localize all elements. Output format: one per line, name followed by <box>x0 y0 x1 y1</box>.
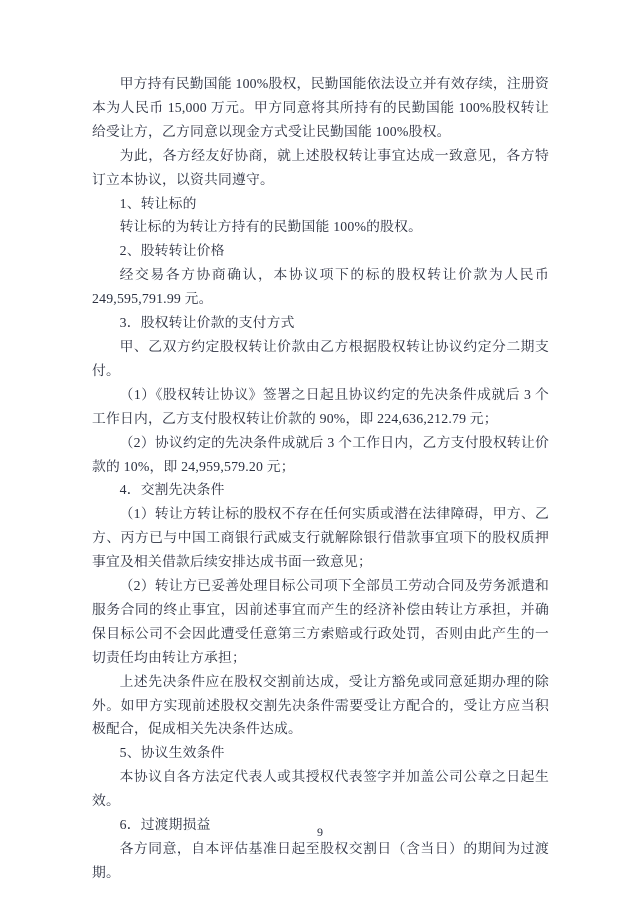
paragraph: （1）转让方转让标的股权不存在任何实质或潜在法律障碍，甲方、乙方、丙方已与中国工商银行武威支行就解除银行借款事宜项下的股权质押事宜及相关借款后续安排达成书面一致意见； <box>92 506 549 570</box>
paragraph: 上述先决条件应在股权交割前达成，受让方豁免或同意延期办理的除外。如甲方实现前述股权交割先决条件需要受让方配合的，受让方应当积极配合，促成相关先决条件达成。 <box>92 673 549 737</box>
paragraph: 甲、乙双方约定股权转让价款由乙方根据股权转让协议约定分二期支付。 <box>92 338 549 378</box>
paragraph: 各方同意，自本评估基准日起至股权交割日（含当日）的期间为过渡期。 <box>92 841 549 880</box>
paragraph: （1）《股权转让协议》签署之日起且协议约定的先决条件成就后 3 个工作日内，乙方支付股权转让价款的 90%，即 224,636,212.79 元； <box>92 386 549 426</box>
paragraph: 为此，各方经友好协商，就上述股权转让事宜达成一致意见，各方特订立本协议，以资共同遵守。 <box>92 147 549 187</box>
paragraph: （2）转让方已妥善处理目标公司项下全部员工劳动合同及劳务派遣和服务合同的终止事宜，因前述事宜而产生的经济补偿由转让方承担，并确保目标公司不会因此遭受任意第三方索赔或行政处罚，否则由此产生的一切责任均由转让方承担； <box>92 578 549 665</box>
section-heading: 6．过渡期损益 <box>119 817 211 833</box>
page-number: 9 <box>317 825 323 839</box>
section-heading: 5、协议生效条件 <box>119 745 225 761</box>
paragraph: 转让标的为转让方持有的民勤国能 100%的股权。 <box>119 219 423 235</box>
section-heading: 1、转让标的 <box>119 195 197 211</box>
paragraph: （2）协议约定的先决条件成就后 3 个工作日内，乙方支付股权转让价款的 10%，即 24,959,579.20 元； <box>92 434 549 474</box>
paragraph: 经交易各方协商确认，本协议项下的标的股权转让价款为人民币 249,595,791.99 元。 <box>92 267 549 307</box>
document-body <box>92 72 549 885</box>
paragraph: 甲方持有民勤国能 100%股权，民勤国能依法设立并有效存续，注册资本为人民币 15,000 万元。甲方同意将其所持有的民勤国能 100%股权转让给受让方，乙方同意以现金方式受让民勤国能 100%股权。 <box>92 76 549 139</box>
section-heading: 3．股权转让价款的支付方式 <box>119 315 295 331</box>
section-heading: 2、股转转让价格 <box>119 243 225 259</box>
paragraph: 本协议自各方法定代表人或其授权代表签字并加盖公司公章之日起生效。 <box>92 769 549 809</box>
section-heading: 4．交割先决条件 <box>119 482 225 498</box>
